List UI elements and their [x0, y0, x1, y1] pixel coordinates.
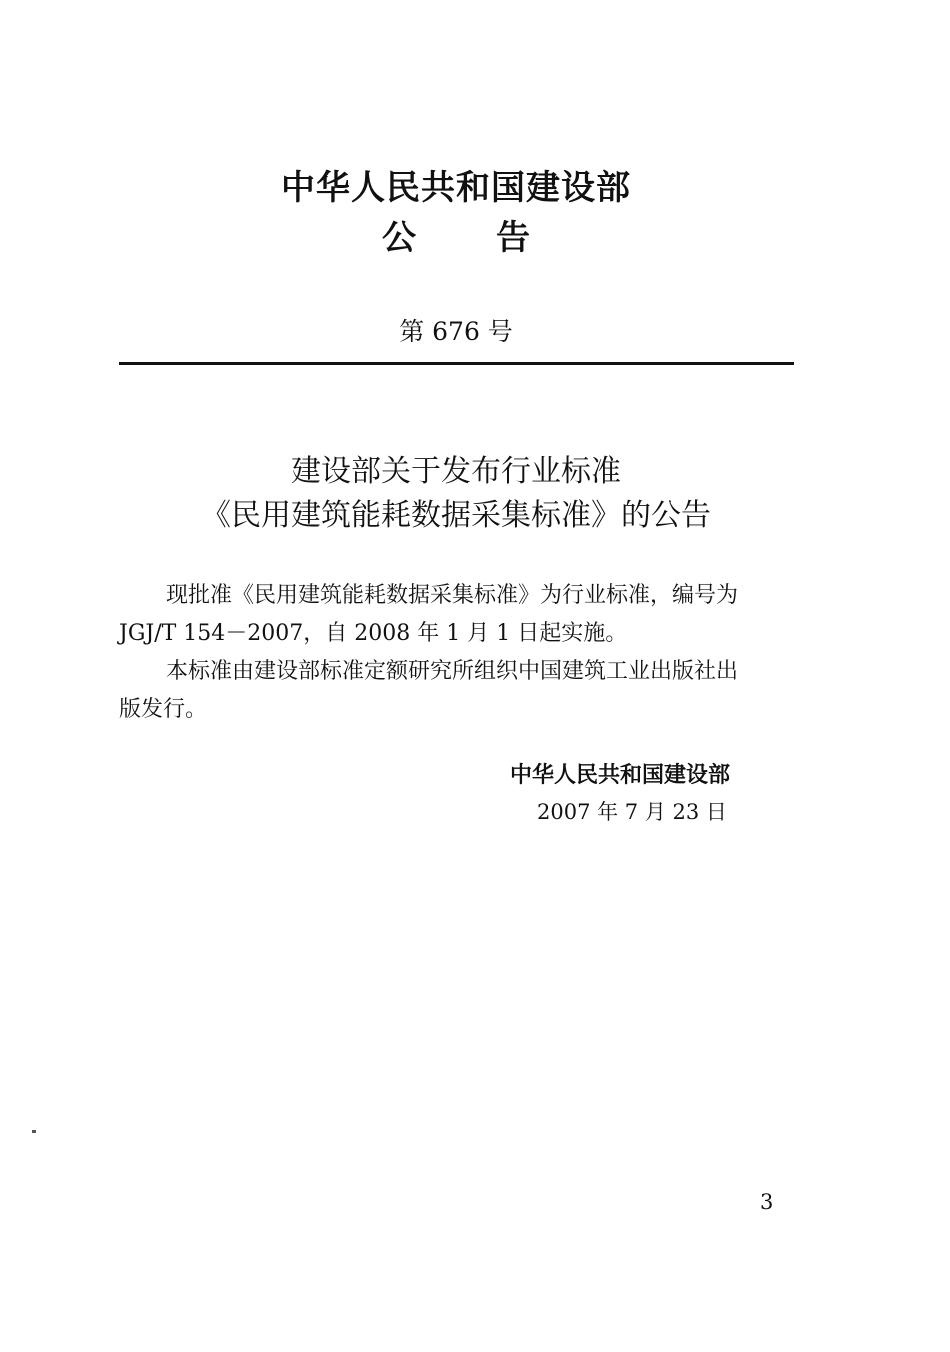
document-number: 第 676 号 — [399, 317, 513, 346]
body-paragraph-1-line-1: 现批准《民用建筑能耗数据采集标准》为行业标准，编号为 — [166, 583, 739, 608]
issuing-authority-title: 中华人民共和国建设部 — [281, 168, 631, 208]
body-paragraph-1-line-2: JGJ/T 154－2007，自 2008 年 1 月 1 日起实施。 — [119, 621, 628, 646]
announcement-title-line-2: 《民用建筑能耗数据采集标准》的公告 — [201, 498, 711, 533]
scan-speck — [32, 1130, 36, 1133]
body-paragraph-2-line-1: 本标准由建设部标准定额研究所组织中国建筑工业出版社出 — [166, 659, 739, 684]
header-divider — [119, 362, 794, 365]
signature-issuer: 中华人民共和国建设部 — [510, 763, 731, 788]
document-type-heading: 公告 — [382, 218, 610, 258]
announcement-title-line-1: 建设部关于发布行业标准 — [291, 454, 621, 489]
signature-date: 2007 年 7 月 23 日 — [537, 800, 727, 824]
page-number: 3 — [760, 1190, 774, 1214]
body-paragraph-2-line-2: 版发行。 — [119, 697, 208, 722]
